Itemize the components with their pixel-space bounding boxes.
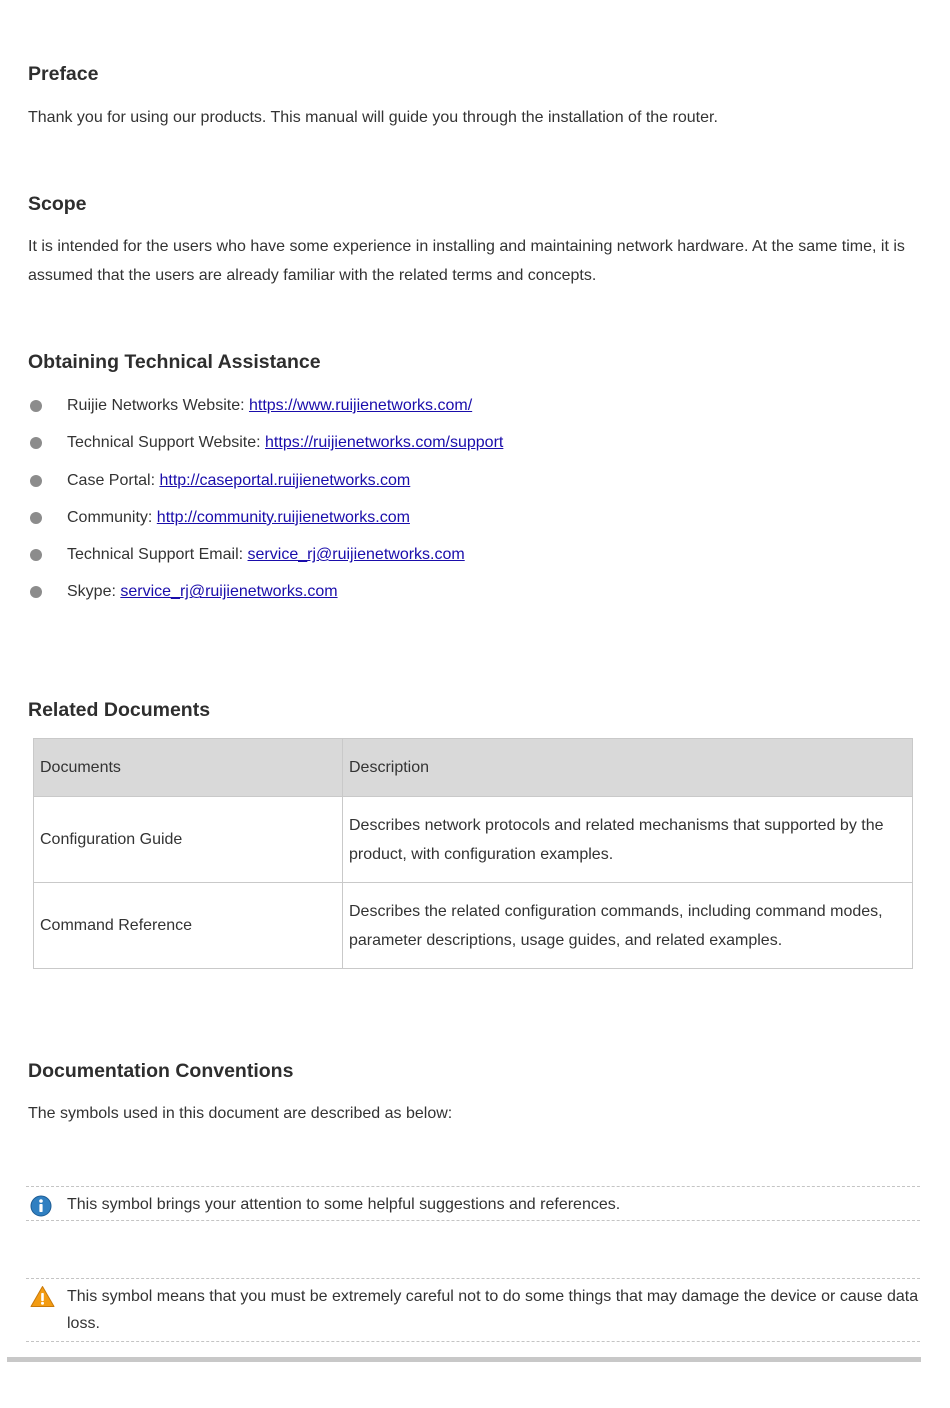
- contact-label: Community:: [67, 508, 157, 526]
- list-item: [28, 577, 503, 614]
- table-row: [34, 883, 913, 969]
- bullet-icon: [30, 586, 42, 598]
- support-email-link[interactable]: service_rj@ruijienetworks.com: [247, 546, 465, 564]
- document-description-cell: Describes the related configuration commands, including command modes, parameter descriptions, usage guides, and related examples.: [343, 883, 913, 969]
- website-link[interactable]: https://www.ruijienetworks.com/: [248, 397, 473, 414]
- assistance-list: [28, 391, 503, 615]
- document-name-cell: Configuration Guide: [34, 797, 343, 883]
- list-item: [28, 503, 503, 540]
- info-icon: [30, 1195, 52, 1222]
- support-website-link[interactable]: https://ruijienetworks.com/support: [265, 434, 504, 452]
- info-note-text: This symbol brings your attention to some helpful suggestions and references.: [67, 1196, 621, 1213]
- skype-link[interactable]: service_rj@ruijienetworks.com: [120, 583, 338, 601]
- conventions-heading: Documentation Conventions: [28, 1060, 294, 1082]
- table-header-row: [34, 739, 913, 797]
- warning-note: [26, 1278, 920, 1342]
- list-item: [28, 391, 503, 428]
- bullet-icon: [30, 475, 42, 487]
- bullet-icon: [30, 512, 42, 524]
- community-link[interactable]: http://community.ruijienetworks.com: [156, 508, 410, 526]
- contact-label: Technical Support Website:: [67, 434, 266, 452]
- preface-text: Thank you for using our products. This manual will guide you through the installation of the router.: [28, 109, 718, 126]
- column-header-description: Description: [343, 739, 913, 797]
- scope-heading: Scope: [28, 193, 87, 215]
- list-item: [28, 428, 503, 465]
- case-portal-link[interactable]: http://caseportal.ruijienetworks.com: [159, 471, 411, 489]
- page-footer-rule: [7, 1357, 921, 1362]
- contact-label: Case Portal:: [67, 471, 160, 489]
- bullet-icon: [30, 400, 42, 412]
- assistance-heading: Obtaining Technical Assistance: [28, 351, 321, 373]
- warning-note-text: This symbol means that you must be extremely careful not to do some things that may damage the device or cause data loss.: [67, 1288, 919, 1332]
- bullet-icon: [30, 549, 42, 561]
- preface-heading: Preface: [28, 63, 99, 85]
- list-item: [28, 540, 503, 577]
- table-row: [34, 797, 913, 883]
- document-description-cell: Describes network protocols and related mechanisms that supported by the product, with configuration examples.: [343, 797, 913, 883]
- conventions-intro: The symbols used in this document are described as below:: [28, 1105, 453, 1122]
- contact-label: Skype:: [67, 583, 121, 601]
- contact-label: Technical Support Email:: [67, 546, 248, 564]
- list-item: [28, 466, 503, 503]
- related-documents-heading: Related Documents: [28, 699, 211, 721]
- info-note: [26, 1186, 920, 1221]
- bullet-icon: [30, 437, 42, 449]
- column-header-documents: Documents: [34, 739, 343, 797]
- document-name-cell: Command Reference: [34, 883, 343, 969]
- warning-icon: [30, 1285, 55, 1313]
- scope-text: It is intended for the users who have some experience in installing and maintaining network hardware. At the same time, it is assumed that the users are already familiar with the related terms and concepts.: [28, 238, 905, 284]
- contact-label: Ruijie Networks Website:: [67, 397, 249, 414]
- related-documents-table: [33, 738, 913, 969]
